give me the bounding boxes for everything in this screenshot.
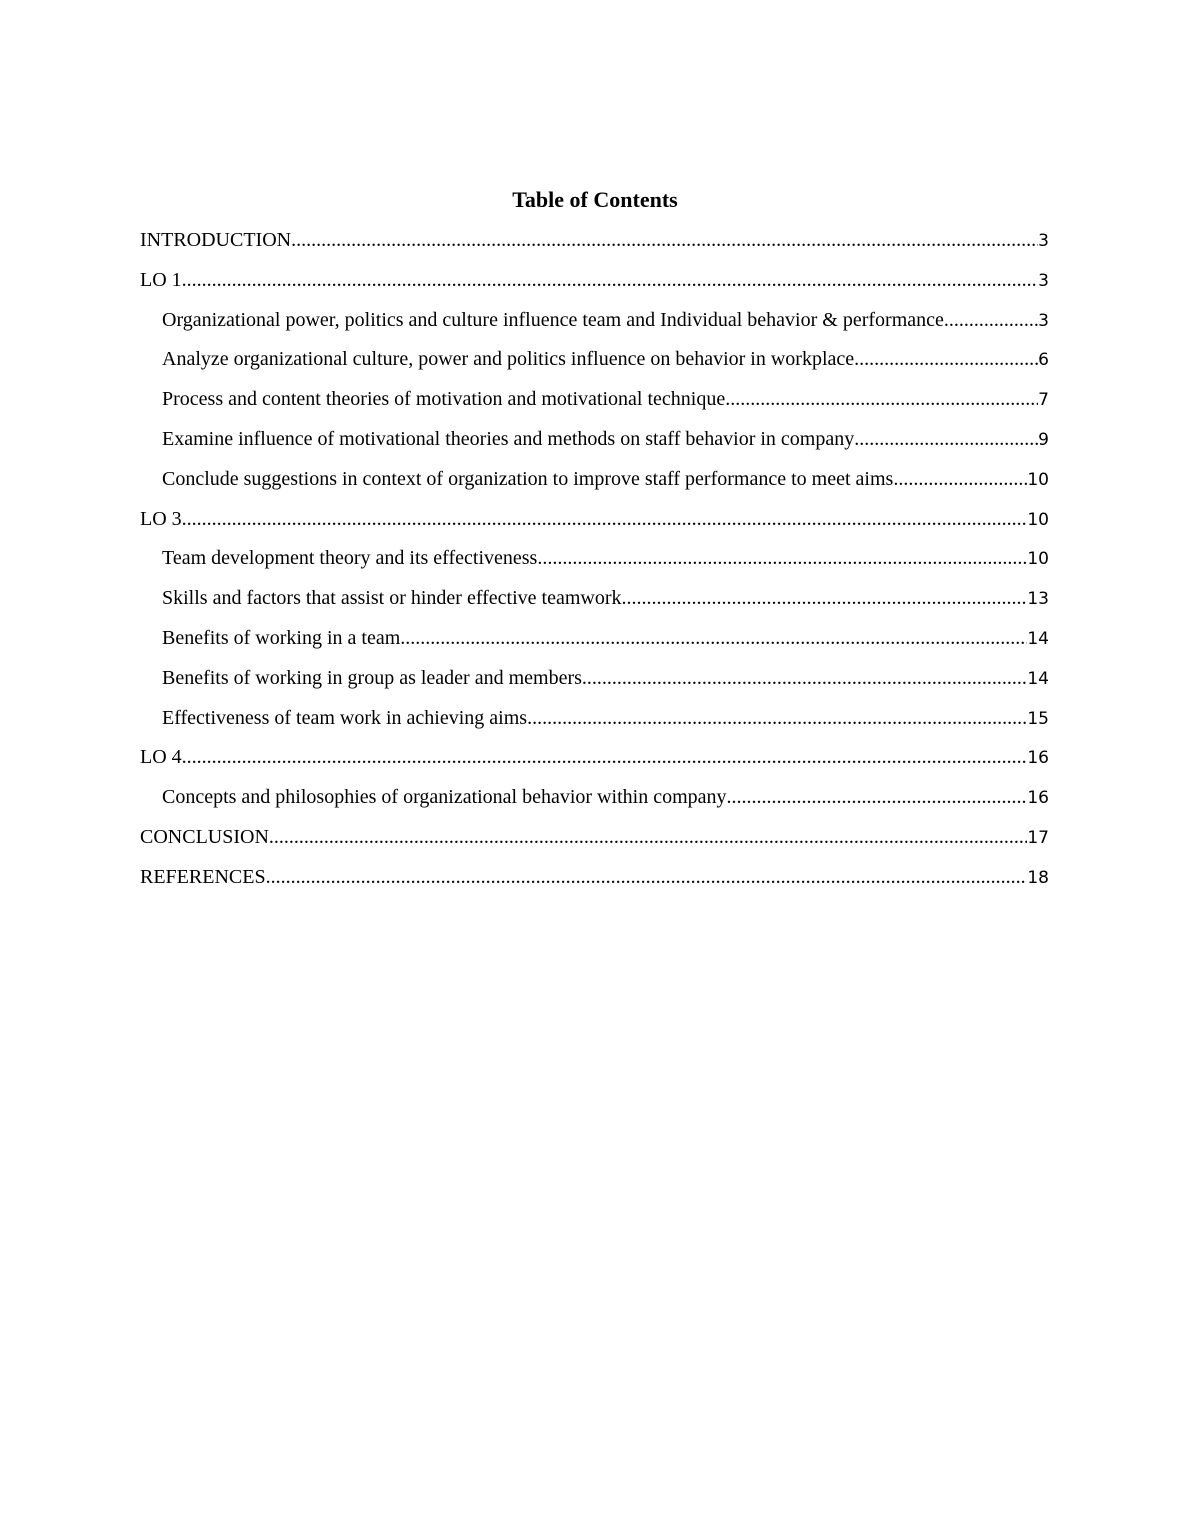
toc-dot-leader	[291, 226, 1038, 254]
toc-entry-label: Organizational power, politics and culture influence team and Individual behavior & performance	[162, 308, 944, 331]
toc-entry-page-number: 16	[1027, 788, 1049, 809]
toc-entry-page-number: 3	[1038, 310, 1049, 331]
toc-entry[interactable]	[140, 226, 1049, 266]
toc-entry-page-number: 6	[1038, 350, 1049, 371]
toc-entry-label: LO 3	[140, 507, 182, 530]
toc-entry-page-number: 3	[1038, 270, 1049, 291]
toc-entry[interactable]	[140, 664, 1049, 704]
toc-entry-page-number: 3	[1038, 231, 1049, 251]
toc-entry-label: Effectiveness of team work in achieving aims	[162, 706, 528, 729]
toc-entry-label: Benefits of working in a team	[162, 626, 401, 649]
toc-dot-leader	[725, 385, 1038, 413]
toc-dot-leader	[893, 465, 1027, 493]
toc-entry[interactable]	[140, 266, 1049, 306]
toc-entry[interactable]	[140, 743, 1049, 783]
toc-entry-page-number: 13	[1027, 589, 1049, 610]
toc-dot-leader	[622, 584, 1028, 612]
toc-entry[interactable]	[140, 624, 1049, 664]
toc-dot-leader	[182, 505, 1028, 533]
toc-entry-page-number: 16	[1027, 748, 1049, 769]
toc-entry-label: Conclude suggestions in context of organization to improve staff performance to meet aims	[162, 467, 894, 490]
toc-entry[interactable]	[140, 584, 1049, 624]
toc-dot-leader	[727, 783, 1028, 811]
toc-entry-label: Analyze organizational culture, power and politics influence on behavior in workplace	[162, 348, 855, 371]
toc-dot-leader	[582, 664, 1027, 692]
toc-entry[interactable]	[140, 783, 1049, 823]
toc-entry-label: INTRODUCTION	[140, 229, 292, 251]
toc-dot-leader	[182, 266, 1039, 294]
toc-dot-leader	[182, 743, 1028, 771]
toc-entry[interactable]	[140, 345, 1049, 385]
toc-entry[interactable]	[140, 425, 1049, 465]
toc-dot-leader	[269, 823, 1027, 851]
toc-dot-leader	[944, 306, 1038, 334]
toc-dot-leader	[266, 863, 1028, 891]
toc-entry[interactable]	[140, 385, 1049, 425]
toc-entry[interactable]	[140, 465, 1049, 505]
toc-dot-leader	[854, 425, 1038, 453]
toc-entry-label: Skills and factors that assist or hinder effective teamwork	[162, 587, 622, 610]
toc-entry-page-number: 14	[1027, 628, 1049, 649]
toc-entry-label: Examine influence of motivational theories and methods on staff behavior in company	[162, 427, 855, 450]
toc-entry-label: Process and content theories of motivation and motivational technique	[162, 388, 726, 411]
toc-entry[interactable]	[140, 544, 1049, 584]
toc-entry-page-number: 17	[1027, 827, 1049, 848]
toc-entry[interactable]	[140, 505, 1049, 545]
toc-entry-page-number: 10	[1027, 549, 1049, 570]
toc-entry-label: Team development theory and its effectiveness	[162, 547, 538, 570]
toc-dot-leader	[527, 704, 1027, 732]
toc-entry-label: Benefits of working in group as leader and members	[162, 666, 582, 689]
toc-entry[interactable]	[140, 863, 1049, 903]
toc-entry-label: REFERENCES	[140, 865, 266, 888]
toc-entry-page-number: 9	[1038, 429, 1049, 450]
toc-entry-label: LO 4	[140, 746, 182, 769]
toc-entry[interactable]	[140, 704, 1049, 744]
toc-entry-label: Concepts and philosophies of organizational behavior within company	[162, 786, 727, 809]
toc-entry-label: CONCLUSION	[140, 825, 269, 848]
toc-entry-page-number: 18	[1027, 867, 1049, 888]
toc-entry[interactable]	[140, 823, 1049, 863]
toc-entry-page-number: 10	[1027, 469, 1049, 490]
toc-entry-page-number: 14	[1027, 668, 1049, 689]
toc-entry-page-number: 7	[1038, 390, 1049, 411]
toc-dot-leader	[400, 624, 1027, 652]
toc-entry-label: LO 1	[140, 268, 182, 291]
toc-dot-leader	[854, 345, 1038, 373]
toc-dot-leader	[537, 544, 1027, 572]
toc-entry[interactable]	[140, 306, 1049, 346]
toc-entry-page-number: 15	[1027, 708, 1049, 729]
toc-title: Table of Contents	[512, 187, 678, 212]
toc-entry-page-number: 10	[1027, 509, 1049, 530]
table-of-contents	[140, 226, 1049, 903]
